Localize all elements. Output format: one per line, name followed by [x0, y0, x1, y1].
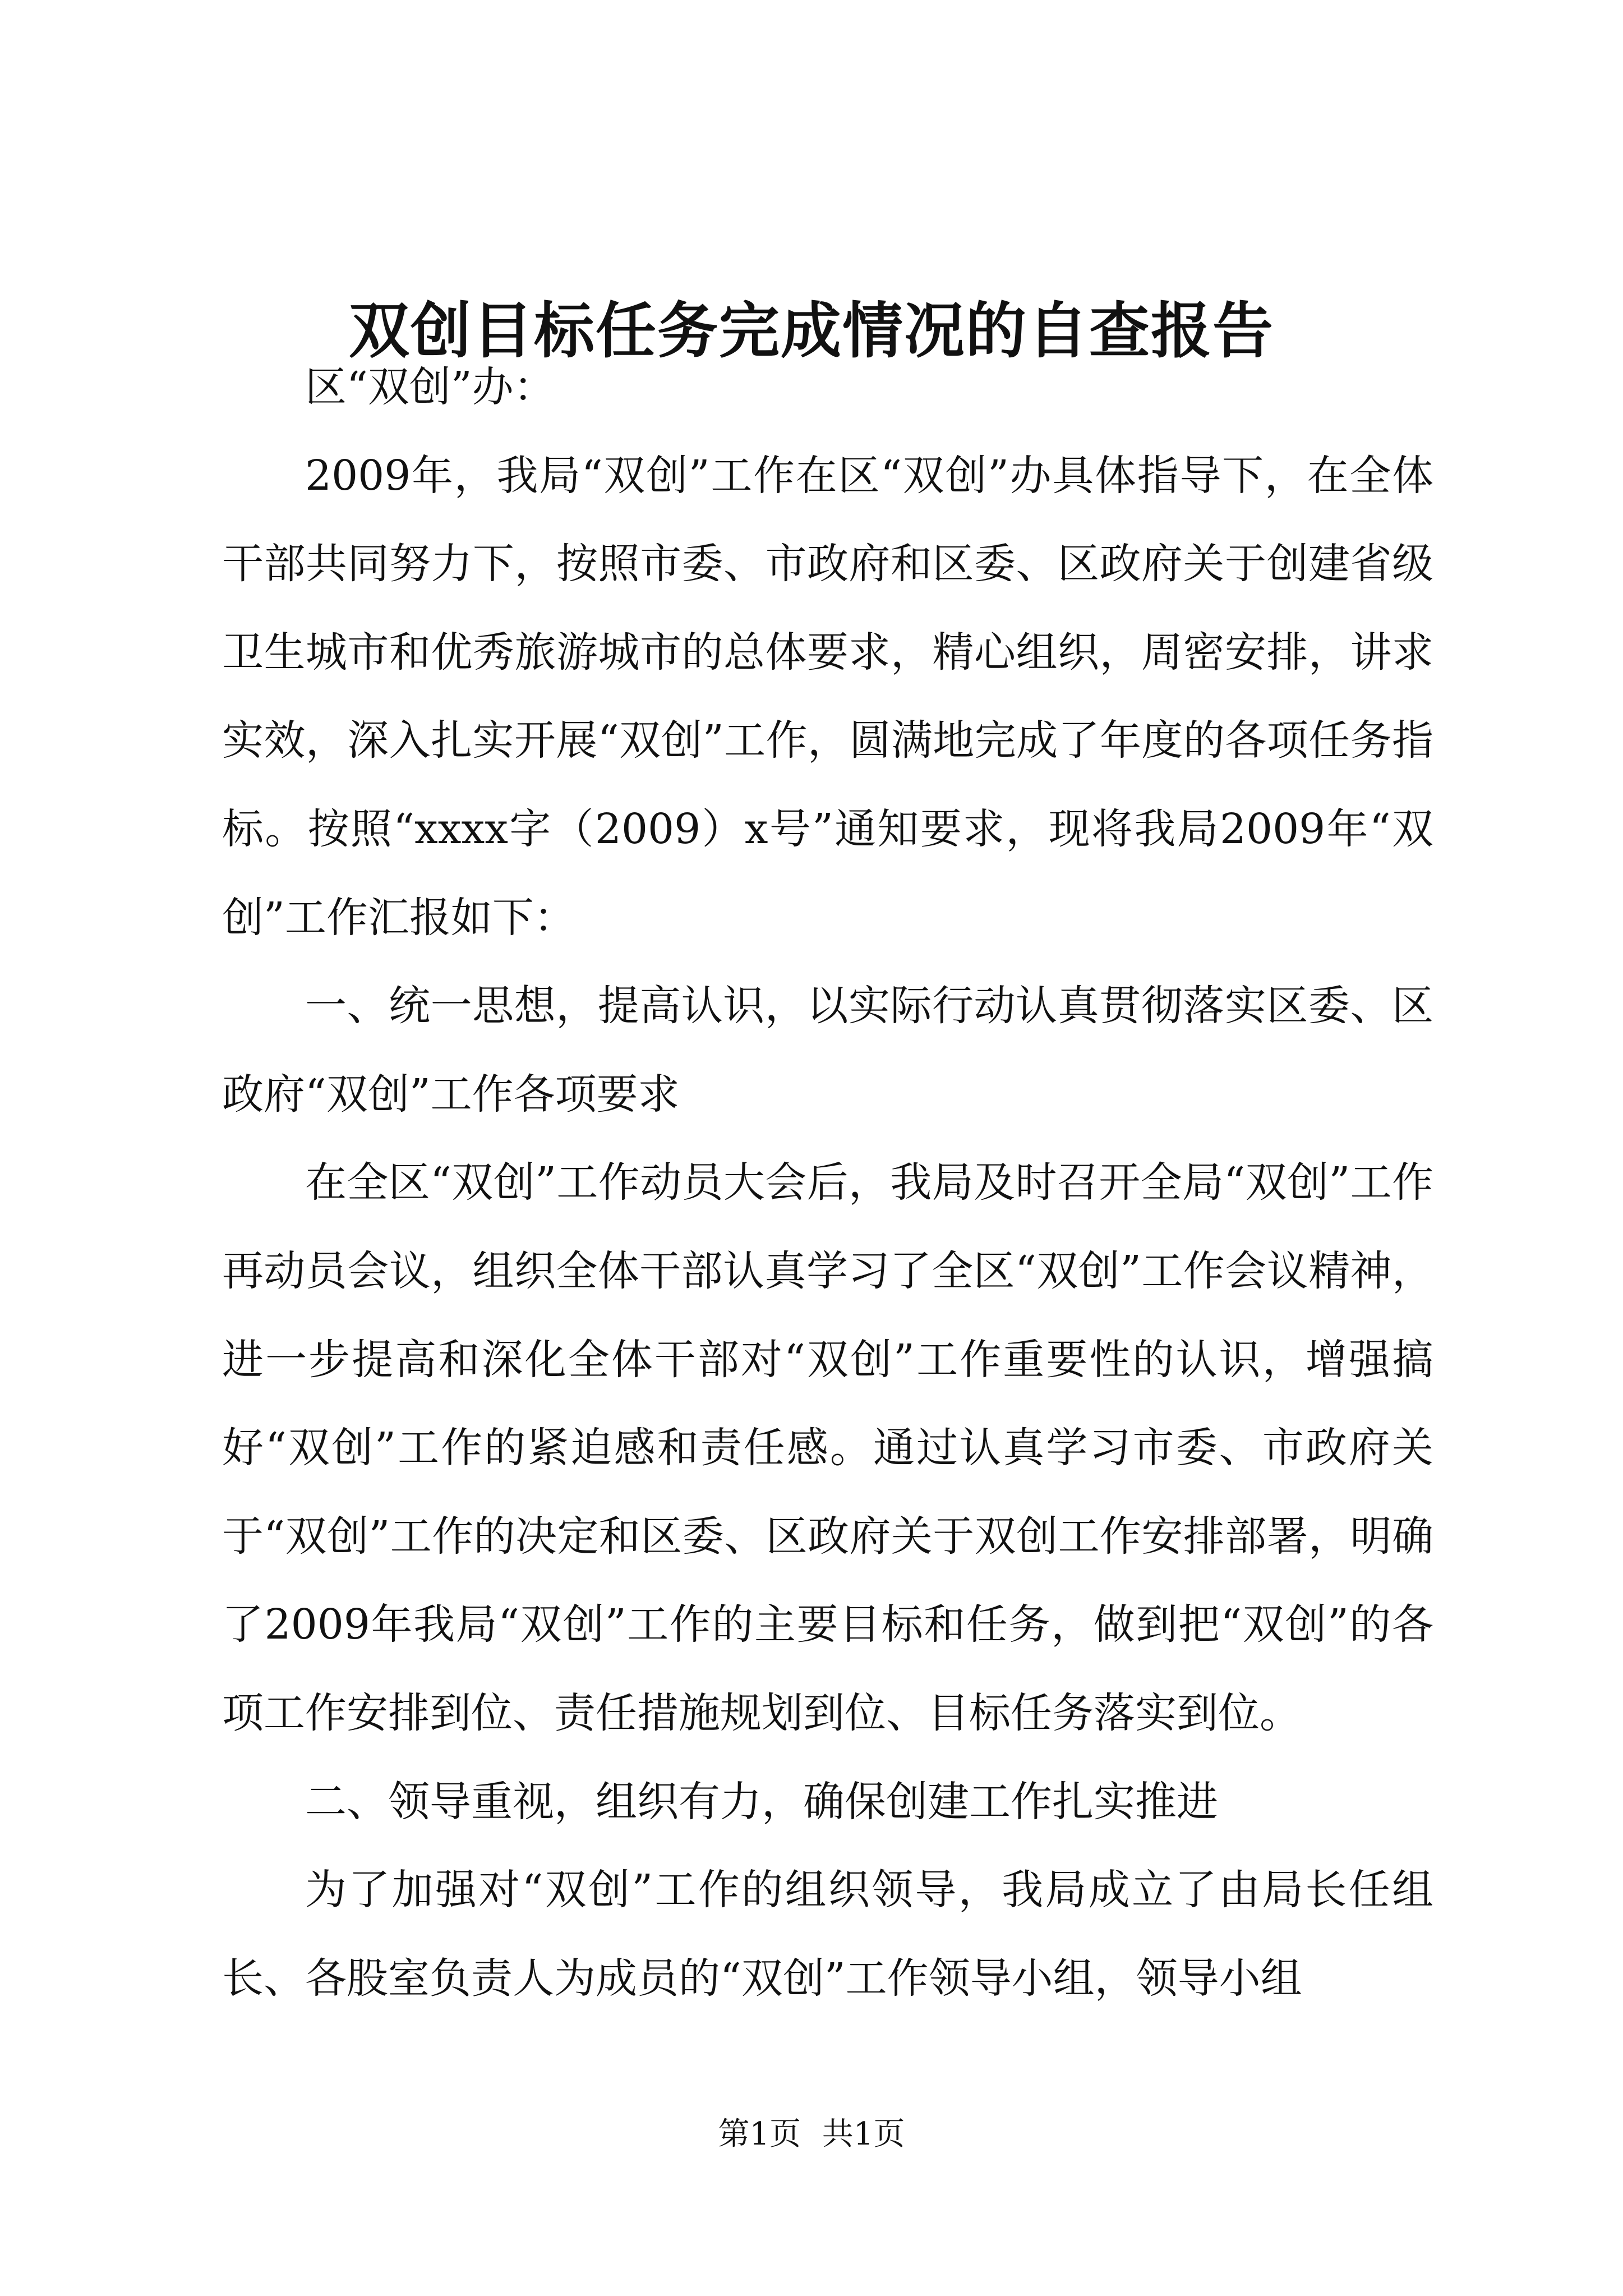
section-heading-1: 一、统一思想，提高认识，以实际行动认真贯彻落实区委、区政府“双创”工作各项要求 [222, 982, 1433, 1119]
document-title: 双创目标任务完成情况的自查报告 [348, 296, 1274, 366]
section-paragraph-2: 为了加强对“双创”工作的组织领导，我局成立了由局长任组长、各股室负责人为成员的“双创”工作领导小组，领导小组 [222, 1866, 1433, 2003]
page-total: 共1页 [822, 2116, 905, 2152]
salutation-paragraph: 区“双创”办： [305, 363, 555, 411]
section-heading-2: 二、领导重视，组织有力，确保创建工作扎实推进 [305, 1777, 1218, 1826]
document-body [222, 343, 1433, 2023]
page-number: 第1页 [718, 2116, 801, 2152]
page-footer [0, 2115, 1623, 2154]
intro-paragraph: 2009年，我局“双创”工作在区“双创”办具体指导下，在全体干部共同努力下，按照市委、市政府和区委、区政府关于创建省级卫生城市和优秀旅游城市的总体要求，精心组织，周密安排，讲求实效，深入扎实开展“双创”工作，圆满地完成了年度的各项任务指标。按照“xxxx字（2009）x号”通知要求，现将我局2009年“双创”工作汇报如下： [222, 451, 1433, 942]
section-paragraph-1: 在全区“双创”工作动员大会后，我局及时召开全局“双创”工作再动员会议，组织全体干部认真学习了全区“双创”工作会议精神，进一步提高和深化全体干部对“双创”工作重要性的认识，增强搞好“双创”工作的紧迫感和责任感。通过认真学习市委、市政府关于“双创”工作的决定和区委、区政府关于双创工作安排部署，明确了2009年我局“双创”工作的主要目标和任务，做到把“双创”的各项工作安排到位、责任措施规划到位、目标任务落实到位。 [222, 1158, 1433, 1737]
